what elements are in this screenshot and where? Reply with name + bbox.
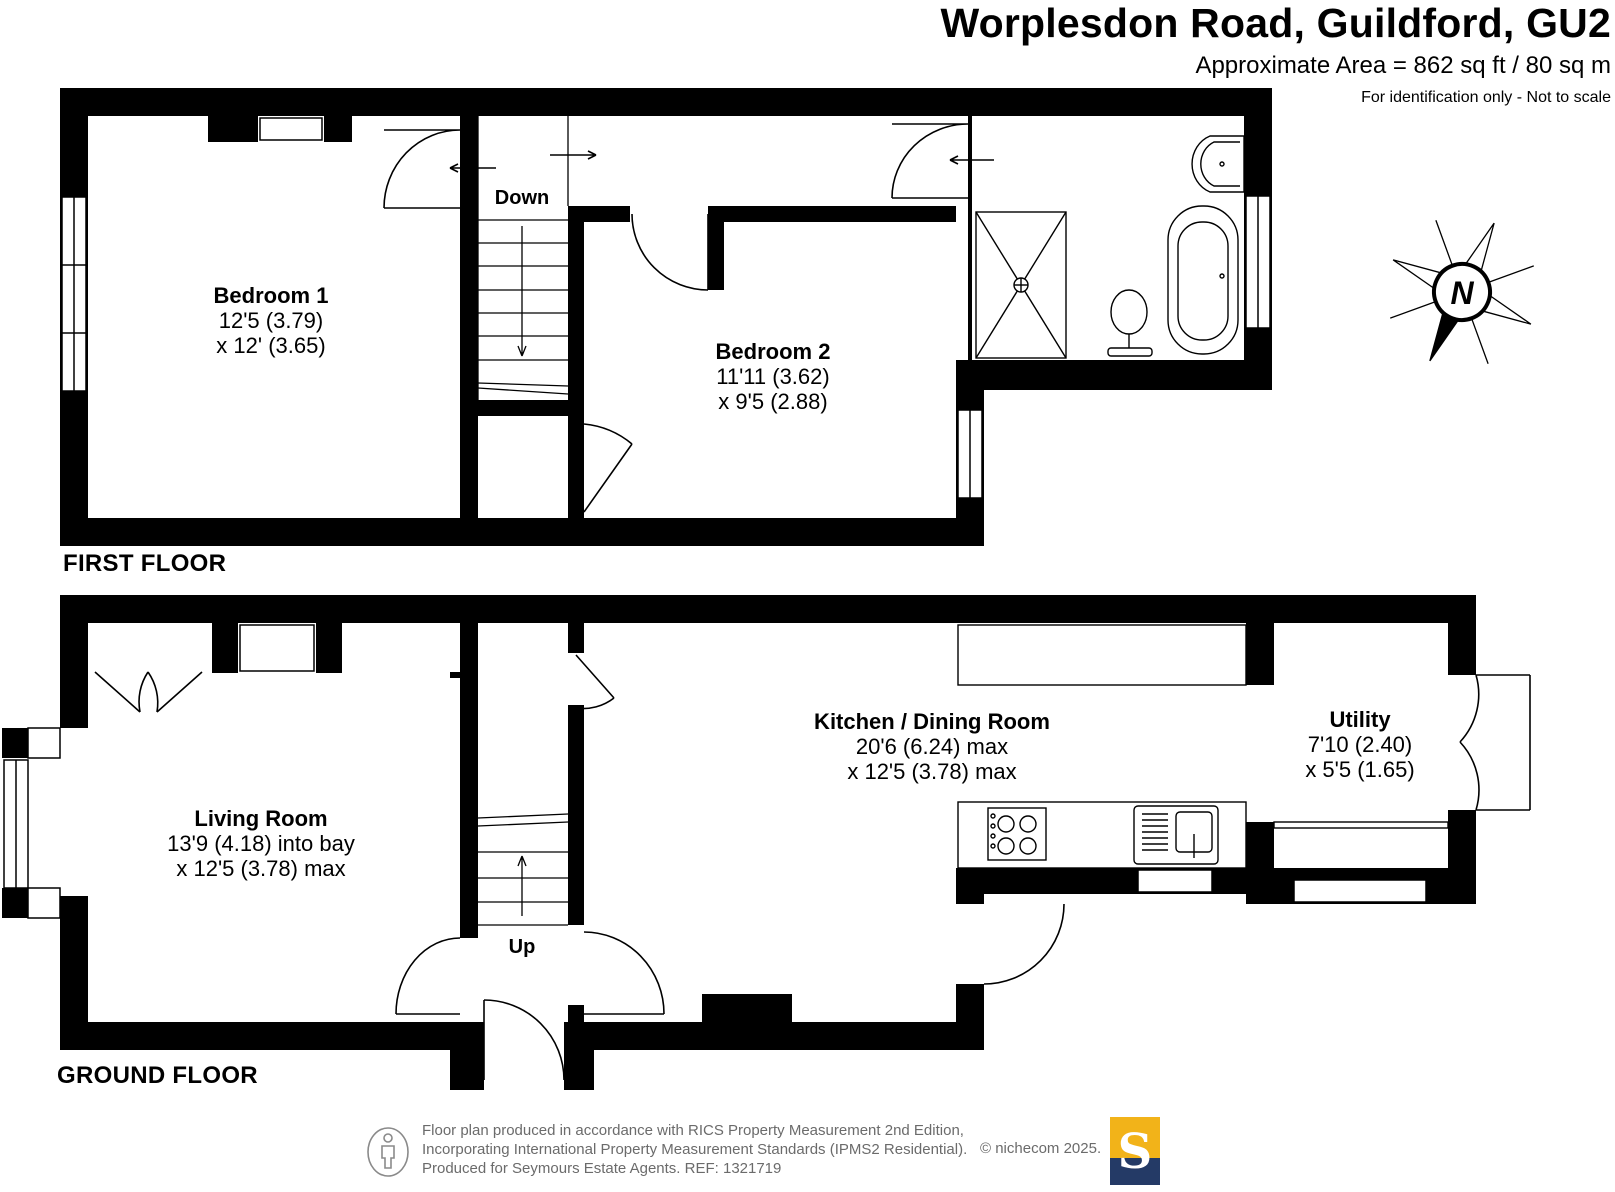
stair-label-up: Up bbox=[508, 936, 536, 958]
wall bbox=[1246, 595, 1274, 685]
nichecom-credit: © nichecom 2025. bbox=[980, 1140, 1102, 1157]
room-dimension: 12'5 (3.79) bbox=[218, 308, 324, 333]
wall bbox=[60, 88, 1272, 116]
room-dimension: 7'10 (2.40) bbox=[1307, 732, 1413, 757]
room-utility bbox=[1305, 707, 1414, 782]
room-dimension: 11'11 (3.62) bbox=[716, 364, 830, 389]
scale-note: For identification only - Not to scale bbox=[1361, 89, 1611, 106]
wall bbox=[568, 705, 584, 925]
wall bbox=[568, 206, 630, 222]
ground-floor-label: GROUND FLOOR bbox=[57, 1062, 258, 1089]
window bbox=[28, 888, 60, 918]
wall bbox=[568, 623, 584, 653]
seymours-logo bbox=[1110, 1117, 1160, 1185]
wall bbox=[450, 1022, 484, 1090]
footer-line: Produced for Seymours Estate Agents. REF: 1321719 bbox=[422, 1160, 782, 1177]
room-bedroom-1 bbox=[214, 283, 329, 358]
wall bbox=[324, 116, 352, 142]
room-dimension: 20'6 (6.24) max bbox=[855, 734, 1009, 759]
wall bbox=[702, 994, 792, 1024]
footer-line: Floor plan produced in accordance with RICS Property Measurement 2nd Edition, bbox=[422, 1122, 964, 1139]
window bbox=[1138, 870, 1212, 892]
room-dimension: x 9'5 (2.88) bbox=[718, 389, 828, 414]
wall bbox=[208, 116, 258, 142]
wall bbox=[956, 984, 984, 1050]
stair-label-down: Down bbox=[494, 187, 550, 209]
window bbox=[1294, 880, 1426, 902]
room-dimension: x 12'5 (3.78) max bbox=[176, 856, 346, 881]
wall bbox=[450, 672, 460, 678]
hob bbox=[988, 808, 1046, 860]
wall bbox=[60, 1022, 470, 1050]
area-summary: Approximate Area = 862 sq ft / 80 sq m bbox=[1195, 52, 1611, 79]
wall bbox=[316, 623, 342, 673]
wall bbox=[2, 888, 30, 918]
room-dimension: x 12'5 (3.78) max bbox=[847, 759, 1017, 784]
window bbox=[240, 625, 314, 671]
wall bbox=[568, 1005, 584, 1025]
wall bbox=[460, 400, 580, 416]
wall bbox=[60, 518, 984, 546]
room-name: Bedroom 2 bbox=[715, 339, 831, 364]
room-kitchen-dining bbox=[814, 709, 1050, 784]
room-name: Kitchen / Dining Room bbox=[814, 709, 1050, 734]
wall bbox=[1246, 822, 1274, 904]
room-bedroom-2 bbox=[716, 339, 831, 414]
first-floor-label: FIRST FLOOR bbox=[63, 550, 227, 577]
footer-line: Incorporating International Property Measurement Standards (IPMS2 Residential). bbox=[422, 1141, 968, 1158]
window bbox=[28, 728, 60, 758]
room-name: Utility bbox=[1329, 707, 1391, 732]
room-dimension: x 12' (3.65) bbox=[216, 333, 326, 358]
wall bbox=[568, 206, 584, 546]
wall bbox=[708, 206, 956, 222]
toilet bbox=[1111, 290, 1147, 334]
wall bbox=[460, 623, 478, 938]
footer-disclaimer bbox=[422, 1121, 967, 1178]
window bbox=[260, 118, 322, 140]
wall bbox=[968, 116, 972, 360]
room-dimension: 13'9 (4.18) into bay bbox=[167, 831, 355, 856]
wall bbox=[2, 728, 30, 758]
room-name: Living Room bbox=[194, 806, 328, 831]
wall bbox=[1448, 595, 1476, 675]
room-name: Bedroom 1 bbox=[213, 283, 329, 308]
wall bbox=[584, 1022, 984, 1050]
wall bbox=[212, 623, 238, 673]
wall bbox=[1448, 810, 1476, 904]
wall bbox=[60, 595, 88, 728]
compass-letter: N bbox=[1450, 275, 1474, 311]
room-dimension: x 5'5 (1.65) bbox=[1305, 757, 1415, 782]
wall bbox=[956, 360, 1272, 390]
wall bbox=[708, 206, 724, 290]
logo-letter: S bbox=[1117, 1124, 1153, 1180]
wall bbox=[460, 116, 478, 546]
property-title: Worplesdon Road, Guildford, GU2 bbox=[940, 0, 1611, 46]
room-living-room bbox=[167, 806, 355, 881]
person-icon bbox=[366, 1126, 410, 1178]
worktop bbox=[958, 625, 1246, 685]
